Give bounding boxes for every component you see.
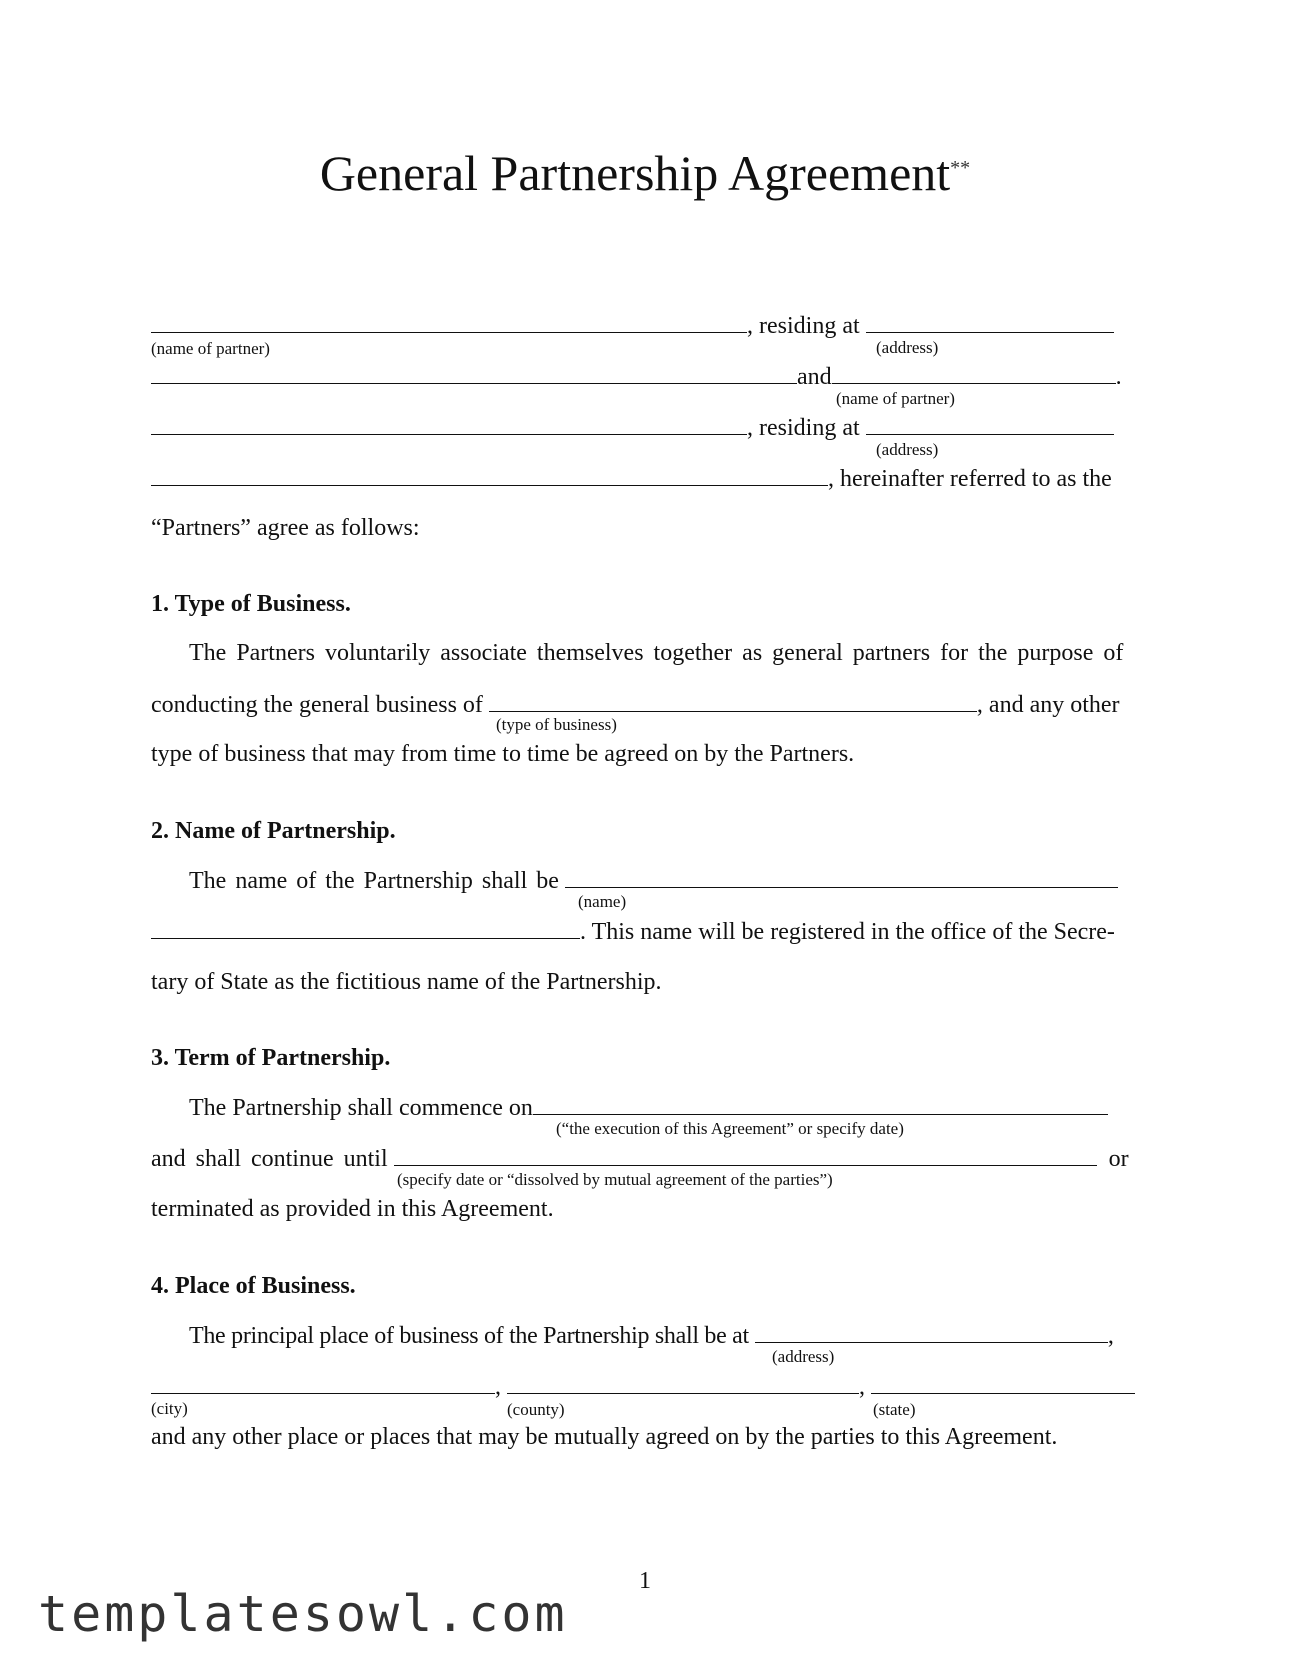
commencement-date-blank[interactable] (533, 1090, 1108, 1115)
section-2-heading: 2. Name of Partnership. (151, 818, 396, 844)
section-1-line-3: type of business that may from time to time be agreed on by the Partners. (151, 741, 855, 767)
caption-commencement: (“the execution of this Agreement” or specify date) (556, 1119, 904, 1138)
partner-2-name-blank[interactable] (832, 359, 1116, 384)
watermark-logo: templatesowl.com (38, 1585, 568, 1643)
section-4-line-1: The principal place of business of the Partnership shall be at , (189, 1318, 1140, 1352)
partnership-name-blank[interactable] (565, 863, 1118, 888)
partner-1-address-blank[interactable] (866, 308, 1114, 333)
party-line-2: and . (151, 359, 1140, 393)
section-1-line-1-text: The Partners voluntarily associate themselves together as general partners for the purpose of (189, 640, 1124, 666)
document-title: General Partnership Agreement** (319, 145, 971, 201)
partner-1-name-blank[interactable] (151, 308, 747, 333)
partners-agree-text: “Partners” agree as follows: (151, 515, 420, 541)
caption-address-2: (address) (876, 440, 939, 459)
continuation-date-blank[interactable] (394, 1141, 1097, 1166)
party-line-1: , residing at (151, 308, 1140, 342)
section-4-heading: 4. Place of Business. (151, 1273, 356, 1299)
caption-city: (city) (151, 1399, 188, 1418)
partner-2-address-blank[interactable] (866, 410, 1114, 435)
type-of-business-blank[interactable] (489, 687, 977, 712)
caption-address-1: (address) (876, 338, 939, 357)
section-3-line-1: The Partnership shall commence on (189, 1090, 1140, 1124)
caption-type-of-business: (type of business) (496, 715, 617, 734)
section-1-heading: 1. Type of Business. (151, 591, 351, 617)
caption-business-address: (address) (772, 1347, 835, 1366)
title-asterisks: ** (950, 157, 971, 179)
partner-2-address-continued-blank[interactable] (151, 461, 828, 486)
caption-state: (state) (873, 1400, 916, 1419)
city-blank[interactable] (151, 1369, 495, 1394)
section-4-line-3: and any other place or places that may be mutually agreed on by the parties to this Agreement. (151, 1424, 1058, 1450)
section-1-line-1 (189, 636, 1140, 670)
partner-2-continued-blank[interactable] (151, 410, 747, 435)
partnership-name-continued-blank[interactable] (151, 914, 580, 939)
section-4-line-2: , , (151, 1369, 1140, 1403)
party-line-4: , hereinafter referred to as the (151, 461, 1140, 495)
business-address-blank[interactable] (755, 1318, 1108, 1343)
county-blank[interactable] (507, 1369, 859, 1394)
section-3-line-3: terminated as provided in this Agreement. (151, 1196, 554, 1222)
state-blank[interactable] (871, 1369, 1135, 1394)
section-1-line-2: conducting the general business of , and any other (151, 687, 1140, 721)
section-3-line-2: and shall continue until or (151, 1141, 1140, 1175)
section-3-heading: 3. Term of Partnership. (151, 1045, 391, 1071)
caption-name: (name) (578, 892, 627, 911)
section-2-line-3: tary of State as the fictitious name of the Partnership. (151, 969, 662, 995)
caption-county: (county) (507, 1400, 565, 1419)
caption-continuation: (specify date or “dissolved by mutual agreement of the parties”) (397, 1170, 833, 1189)
page-number: 1 (639, 1568, 651, 1594)
caption-name-of-partner-1: (name of partner) (151, 339, 270, 358)
party-line-3: , residing at (151, 410, 1140, 444)
caption-name-of-partner-2: (name of partner) (836, 389, 955, 408)
section-2-line-2: . This name will be registered in the office of the Secre- (151, 914, 1140, 948)
section-2-line-1: The name of the Partnership shall be (189, 863, 1140, 897)
partner-1-address-continued-blank[interactable] (151, 359, 797, 384)
